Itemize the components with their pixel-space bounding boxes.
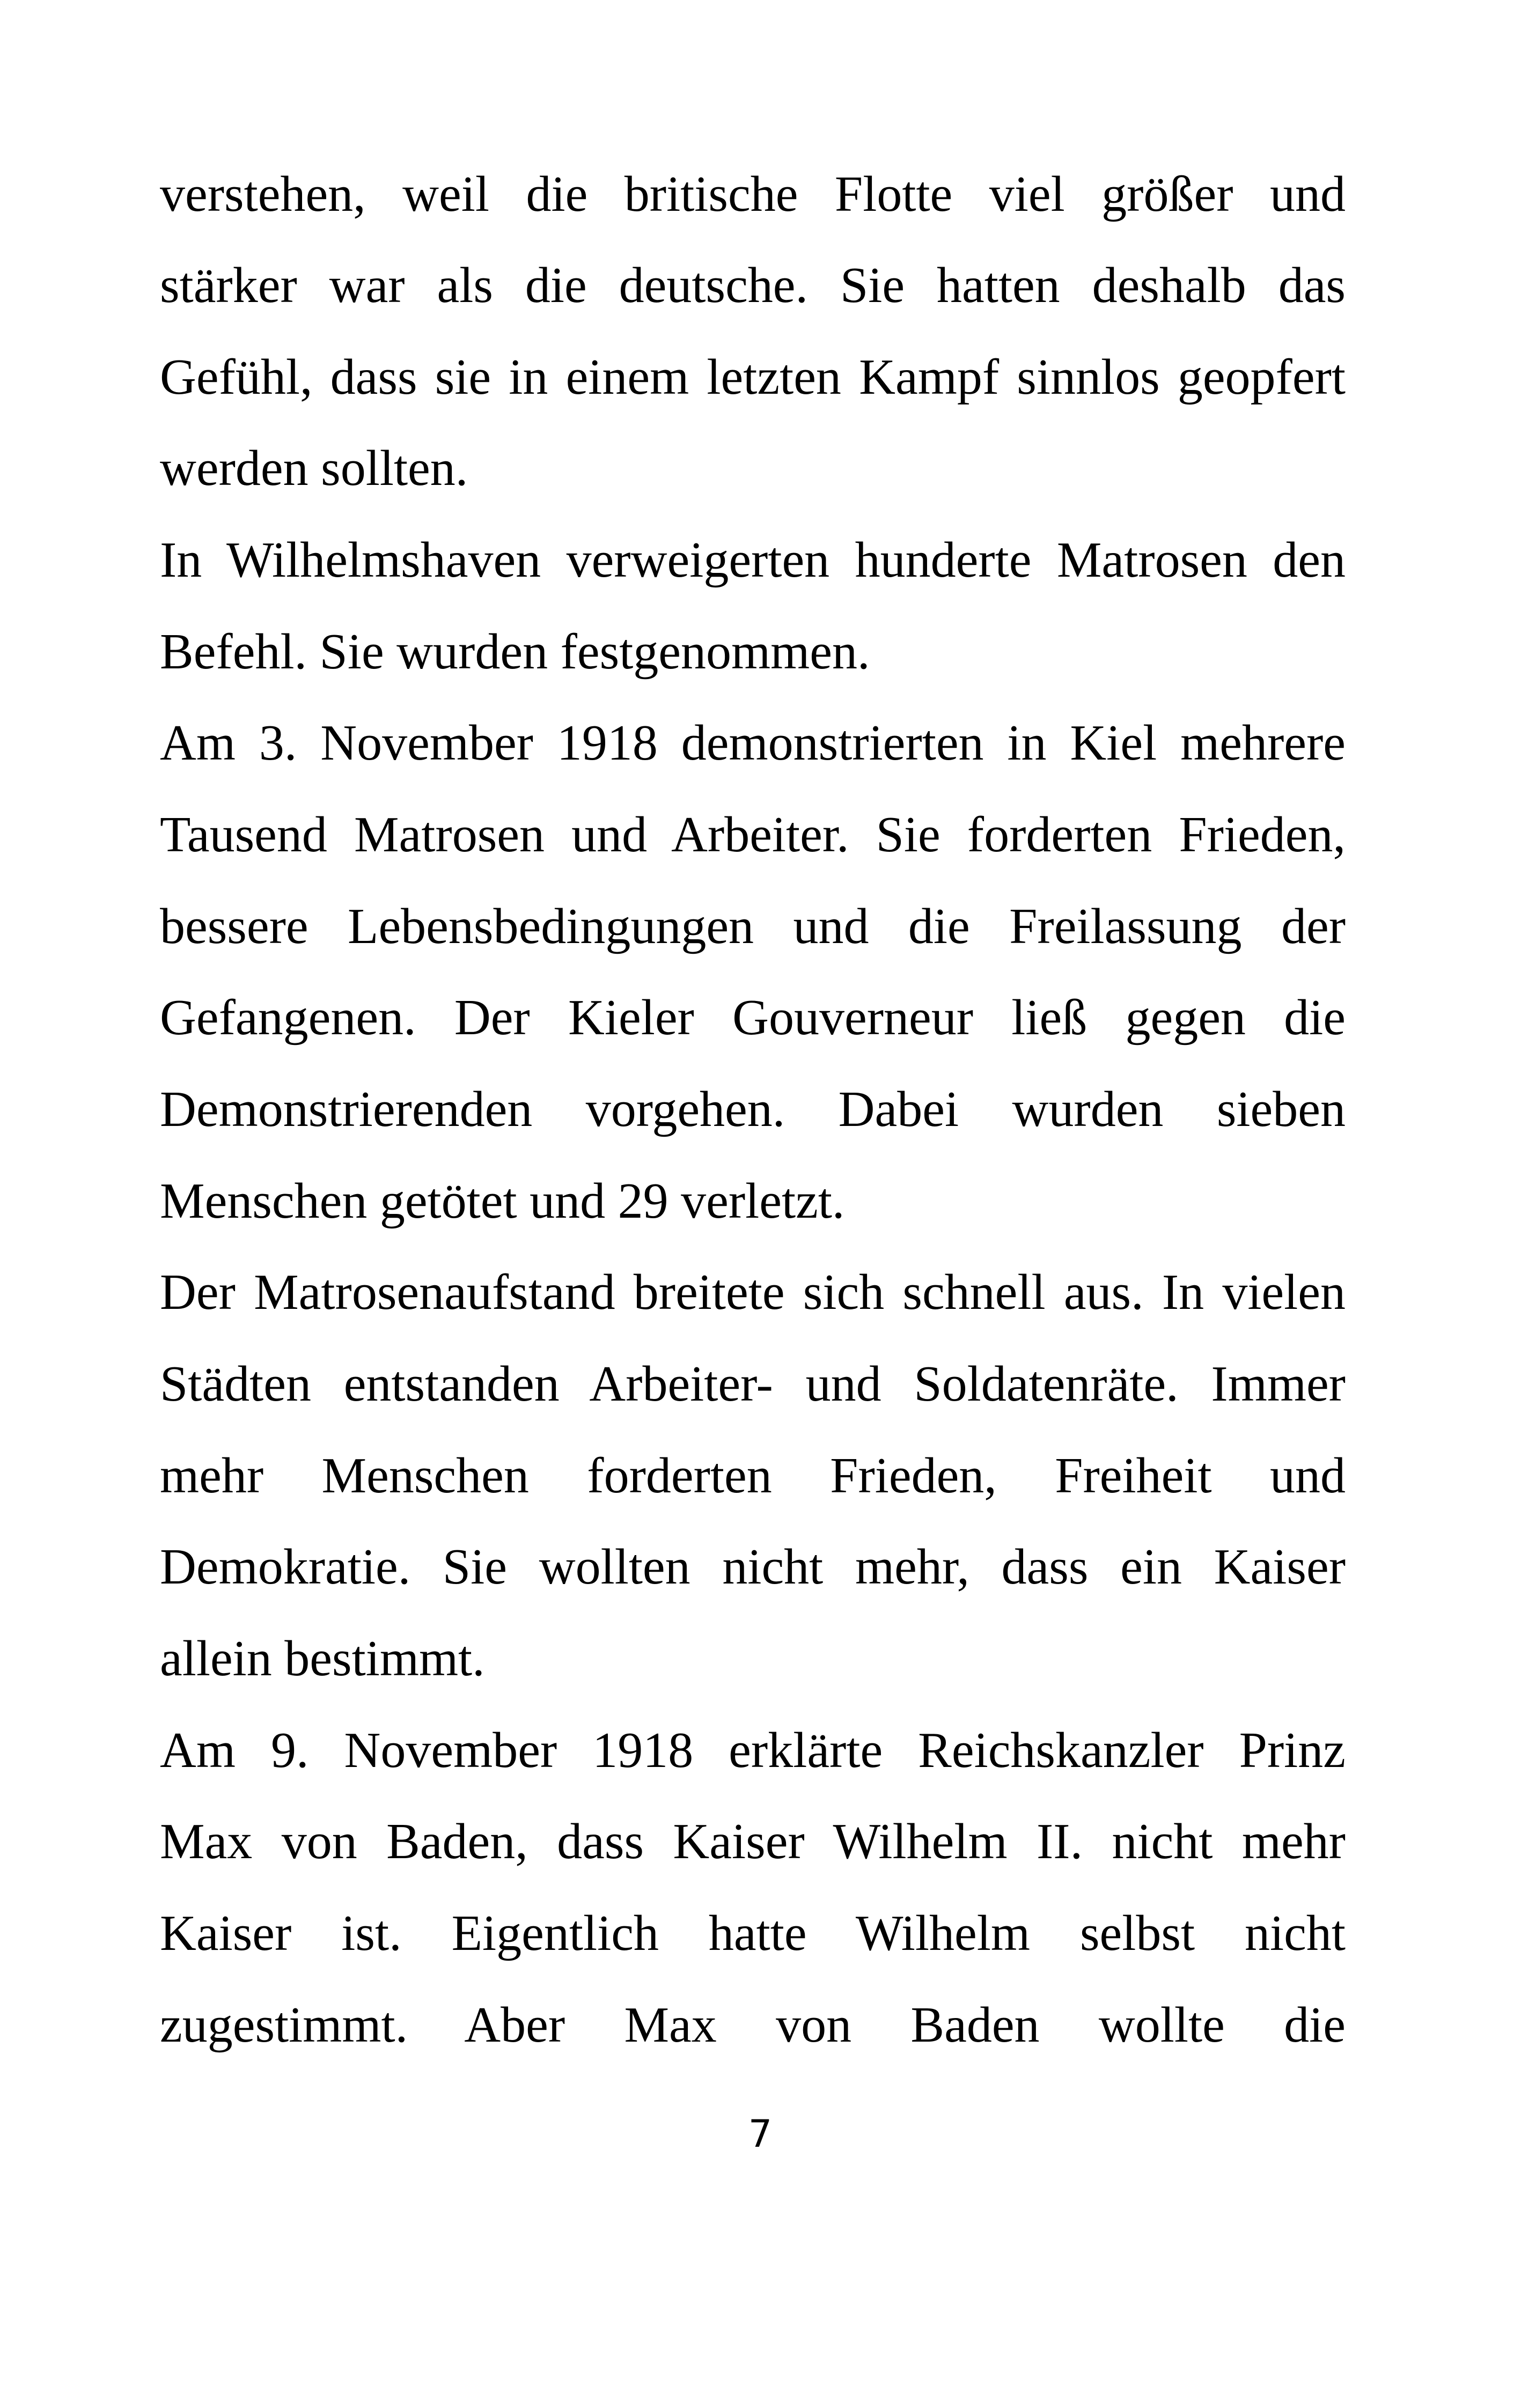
text-line: Tausend Matrosen und Arbeiter. Sie forderten Frieden, [160, 807, 1346, 863]
text-line: zugestimmt. Aber Max von Baden wollte die [160, 1997, 1346, 2053]
text-line: mehr Menschen forderten Frieden, Freiheit und [160, 1448, 1346, 1504]
text-line: Gefühl, dass sie in einem letzten Kampf sinnlos geopfert [160, 349, 1346, 405]
text-line: werden sollten. [160, 440, 468, 496]
text-line: Kaiser ist. Eigentlich hatte Wilhelm selbst nicht [160, 1905, 1346, 1961]
text-line: Städten entstanden Arbeiter- und Soldatenräte. Immer [160, 1356, 1346, 1412]
text-line: stärker war als die deutsche. Sie hatten deshalb das [160, 257, 1346, 313]
text-line: Befehl. Sie wurden festgenommen. [160, 624, 870, 680]
text-line: In Wilhelmshaven verweigerten hunderte Matrosen den [160, 532, 1346, 588]
text-line: Max von Baden, dass Kaiser Wilhelm II. nicht mehr [160, 1814, 1346, 1869]
text-line: bessere Lebensbedingungen und die Freilassung der [160, 899, 1346, 954]
text-line: verstehen, weil die britische Flotte viel größer und [160, 166, 1346, 222]
text-line: Der Matrosenaufstand breitete sich schnell aus. In vielen [160, 1264, 1346, 1320]
text-line: Demonstrierenden vorgehen. Dabei wurden sieben [160, 1081, 1346, 1137]
page-number: 7 [748, 2112, 773, 2156]
text-line: Menschen getötet und 29 verletzt. [160, 1173, 845, 1229]
text-line: Am 9. November 1918 erklärte Reichskanzler Prinz [160, 1722, 1346, 1778]
text-line: allein bestimmt. [160, 1631, 485, 1687]
text-line: Demokratie. Sie wollten nicht mehr, dass ein Kaiser [160, 1539, 1346, 1595]
text-line: Gefangenen. Der Kieler Gouverneur ließ gegen die [160, 990, 1346, 1045]
text-line: Am 3. November 1918 demonstrierten in Kiel mehrere [160, 715, 1346, 771]
